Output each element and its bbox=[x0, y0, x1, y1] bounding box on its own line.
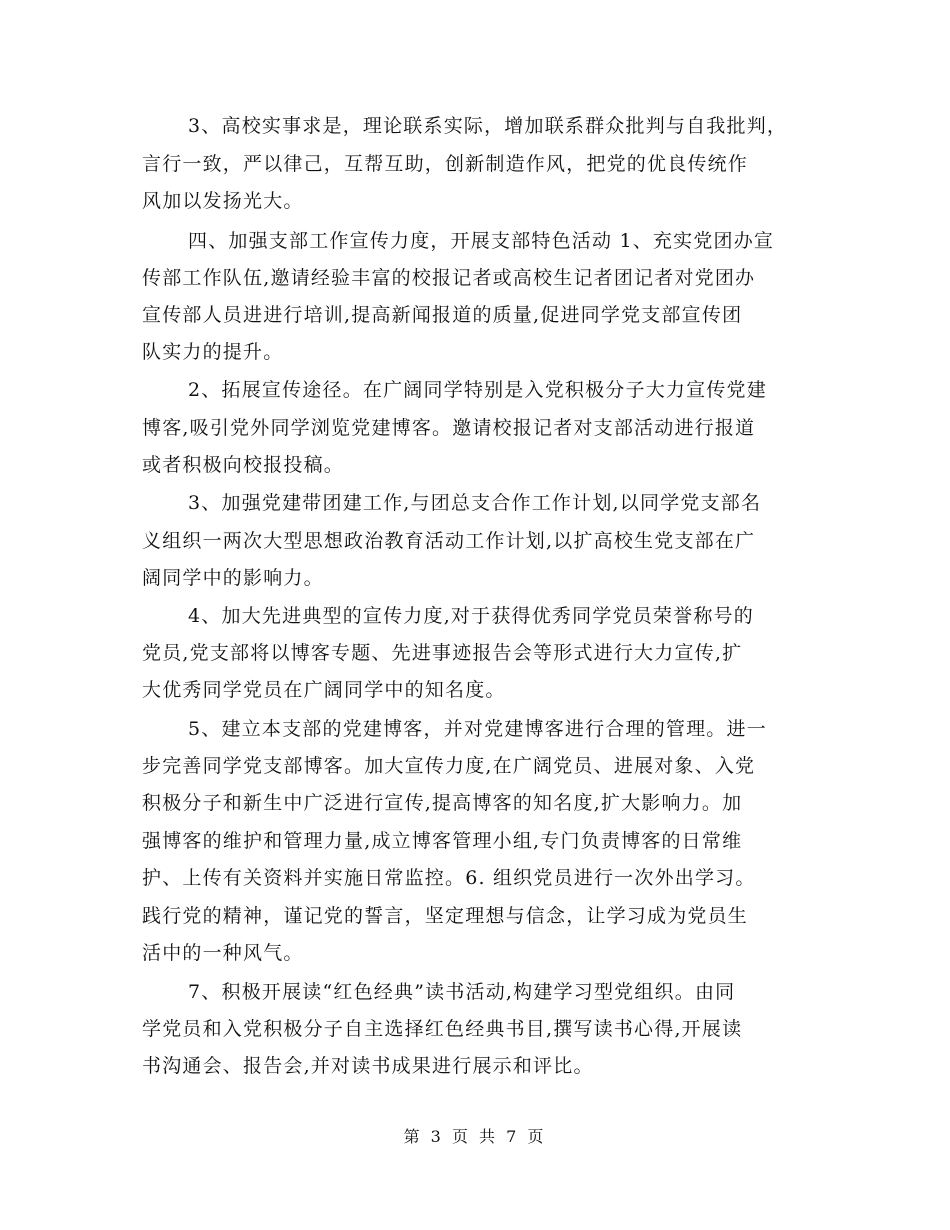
paragraph-2-line-1: 四、加强支部工作宣传力度，开展支部特色活动 1、充实党团办宣 bbox=[188, 230, 775, 252]
paragraph-4-line-1: 3、加强党建带团建工作,与团总支合作工作计划,以同学党支部名 bbox=[188, 492, 762, 514]
paragraph-3-line-2: 博客,吸引党外同学浏览党建博客。邀请校报记者对支部活动进行报道 bbox=[142, 417, 756, 439]
paragraph-6-line-2: 步完善同学党支部博客。加大宣传力度,在广阔党员、进展对象、入党 bbox=[142, 755, 756, 777]
paragraph-6-line-4: 强博客的维护和管理力量,成立博客管理小组,专门负责博客的日常维 bbox=[142, 830, 743, 852]
paragraph-5-line-2: 党员,党支部将以博客专题、先进事迹报告会等形式进行大力宣传,扩 bbox=[142, 642, 743, 664]
paragraph-7-line-2: 学党员和入党积极分子自主选择红色经典书目,撰写读书心得,开展读 bbox=[142, 1018, 743, 1040]
paragraph-1-line-3: 风加以发扬光大。 bbox=[142, 190, 304, 212]
paragraph-7-line-1: 7、积极开展读“红色经典”读书活动,构建学习型党组织。由同 bbox=[188, 981, 736, 1003]
paragraph-3-line-3: 或者积极向校报投稿。 bbox=[142, 454, 345, 476]
paragraph-2-line-4: 队实力的提升。 bbox=[142, 341, 284, 363]
paragraph-4-line-3: 阔同学中的影响力。 bbox=[142, 567, 324, 589]
paragraph-6-line-6: 践行党的精神，谨记党的誓言，坚定理想与信念，让学习成为党员生 bbox=[142, 905, 749, 927]
paragraph-6-line-3: 积极分子和新生中广泛进行宣传,提高博客的知名度,扩大影响力。加 bbox=[142, 792, 743, 814]
paragraph-1-line-2: 言行一致，严以律己，互帮互助，创新制造作风，把党的优良传统作 bbox=[142, 153, 749, 175]
paragraph-5-line-3: 大优秀同学党员在广阔同学中的知名度。 bbox=[142, 679, 506, 701]
paragraph-6-line-1: 5、建立本支部的党建博客，并对党建博客进行合理的管理。进一 bbox=[188, 718, 767, 740]
paragraph-7-line-3: 书沟通会、报告会,并对读书成果进行展示和评比。 bbox=[142, 1055, 594, 1077]
paragraph-2-line-2: 传部工作队伍,邀请经验丰富的校报记者或高校生记者团记者对党团办 bbox=[142, 267, 756, 289]
paragraph-1-line-1: 3、高校实事求是，理论联系实际，增加联系群众批判与自我批判， bbox=[188, 115, 788, 137]
paragraph-5-line-1: 4、加大先进典型的宣传力度,对于获得优秀同学党员荣誉称号的 bbox=[188, 605, 754, 627]
page-number-footer: 第 3 页 共 7 页 bbox=[403, 1127, 547, 1146]
paragraph-3-line-1: 2、拓展宣传途径。在广阔同学特别是入党积极分子大力宣传党建 bbox=[188, 379, 767, 401]
paragraph-6-line-5: 护、上传有关资料并实施日常监控。6. 组织党员进行一次外出学习。 bbox=[142, 867, 756, 889]
paragraph-4-line-2: 义组织一两次大型思想政治教育活动工作计划,以扩高校生党支部在广 bbox=[142, 530, 756, 552]
paragraph-2-line-3: 宣传部人员进进行培训,提高新闻报道的质量,促进同学党支部宣传团 bbox=[142, 304, 743, 326]
paragraph-6-line-7: 活中的一种风气。 bbox=[142, 942, 304, 964]
